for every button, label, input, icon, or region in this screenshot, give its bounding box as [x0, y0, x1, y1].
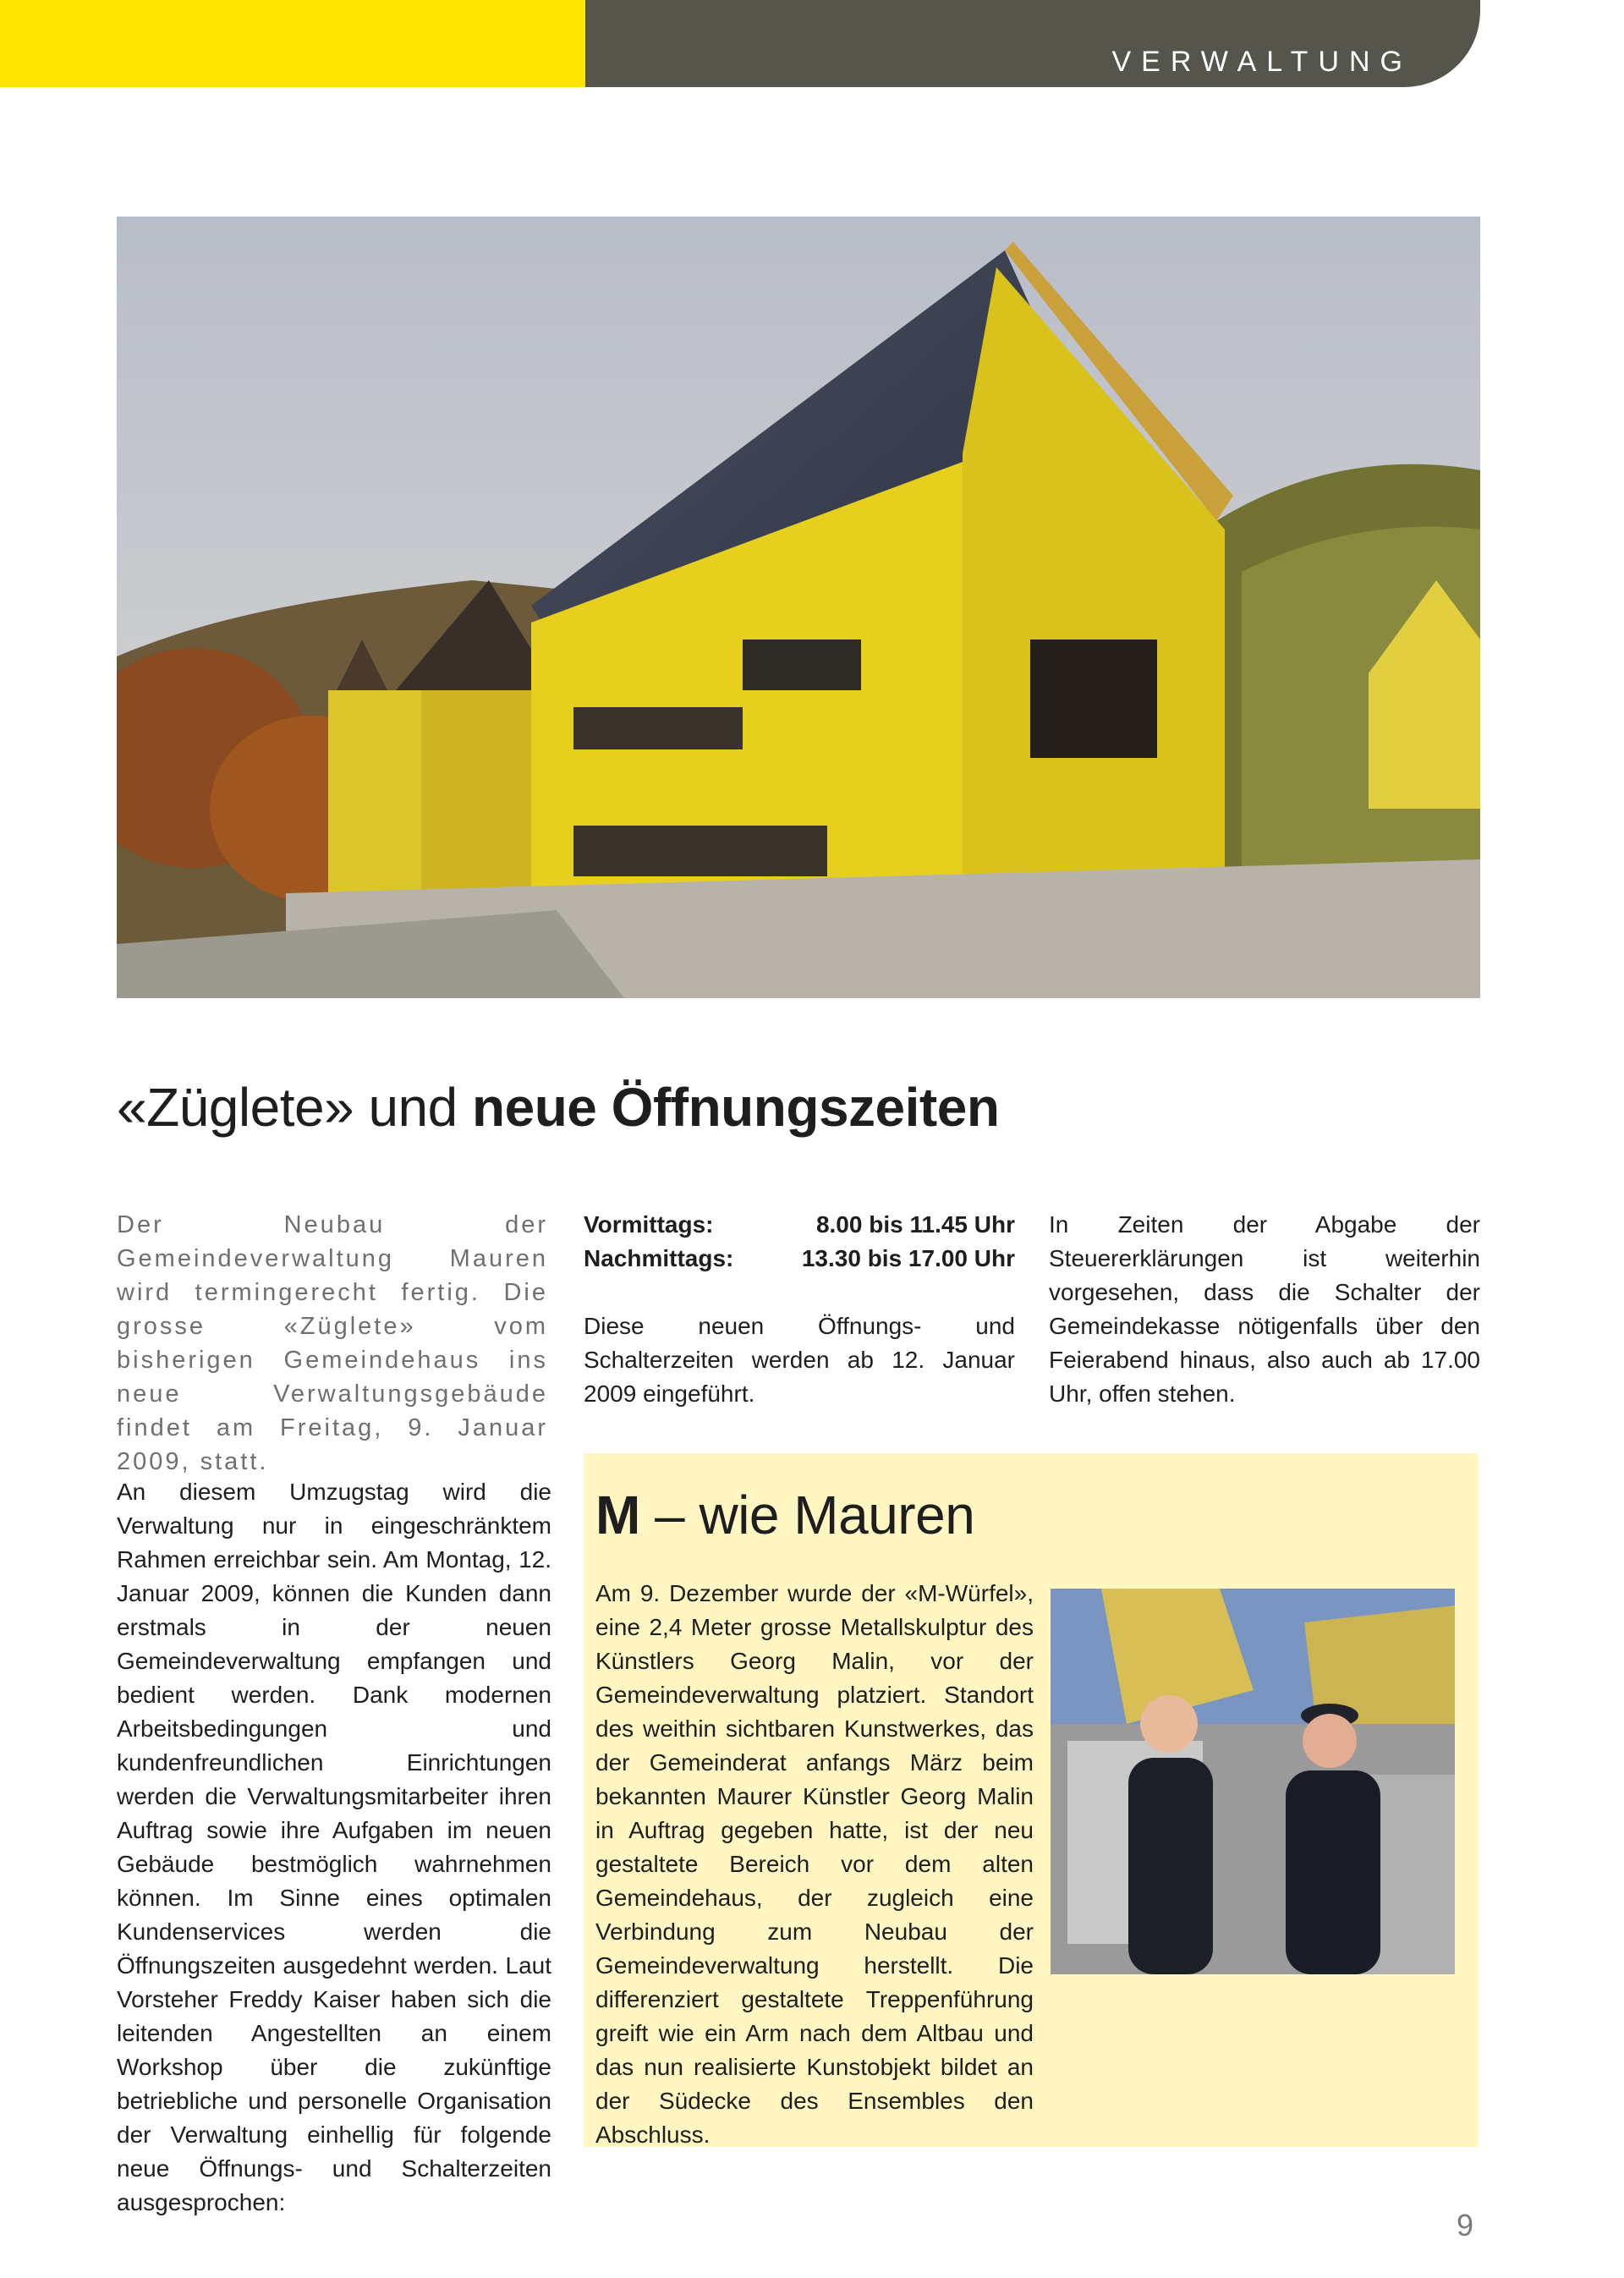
box-title-rest: – wie Mauren	[655, 1485, 975, 1545]
hours-row-afternoon	[584, 1242, 1015, 1276]
page-number: 9	[1456, 2208, 1473, 2242]
box-title-bold: M	[595, 1485, 640, 1545]
hours-row-morning	[584, 1208, 1015, 1242]
section-label: VERWALTUNG	[1111, 46, 1413, 78]
hours-value: 13.30 bis 17.00 Uhr	[801, 1245, 1015, 1271]
article-title	[117, 1076, 999, 1139]
hours-label: Nachmittags:	[584, 1245, 734, 1271]
header-dark-band	[585, 0, 1480, 87]
article-body: An diesem Umzugstag wird die Verwaltung nur in eingeschränktem Rahmen erreichbar sein. Am Montag, 12. Januar 2009, können die Kunden dann erstmals in der neuen Gemeindeverwaltung empfangen und bedient werden. Dank modernen Arbeitsbedingungen und kundenfreundlichen Einrichtungen werden die Verwaltungsmitarbeiter ihren Auftrag sowie ihre Aufgaben im neuen Gebäude bestmöglich wahrnehmen können. Im Sinne eines optimalen Kundenservices werden die Öffnungszeiten ausgedehnt werden. Laut Vorsteher Freddy Kaiser haben sich die leitenden Angestellten an einem Workshop über die zukünftige betriebliche und personelle Organisation der Verwaltung einhellig für folgende neue Öffnungs- und Schalterzeiten ausgesprochen:	[117, 1479, 551, 2215]
header-yellow-band	[0, 0, 585, 87]
box-title	[595, 1484, 974, 1546]
two-men-sculpture-photo	[1051, 1589, 1455, 1974]
box-text: Am 9. Dezember wurde der «M-Würfel», eine 2,4 Meter grosse Metallskulptur des Künstlers Georg Malin, vor der Gemeindeverwaltung platziert. Standort des weithin sichtbaren Kunstwerkes, das der Gemeinderat anfangs März beim bekannten Maurer Künstler Georg Malin in Auftrag gegeben hatte, ist der neu gestaltete Bereich vor dem alten Gemeindehaus, der zugleich eine Verbindung zum Neubau der Gemeindeverwaltung herstellt. Die differenziert gestaltete Treppenführung greift wie ein Arm nach dem Altbau und das nun realisierte Kunstobjekt bildet an der Südecke des Ensembles den Abschluss.	[595, 1580, 1034, 2148]
article-col3: In Zeiten der Abgabe der Steuererklärungen ist weiterhin vorgesehen, dass die Schalter der Gemeindekasse nötigenfalls über den Feierabend hinaus, also auch ab 17.00 Uhr, offen stehen.	[1049, 1211, 1480, 1407]
opening-hours	[584, 1208, 1015, 1411]
article-lead: Der Neubau der Gemeindeverwaltung Mauren wird termingerecht fertig. Die grosse «Züglete» vom bisherigen Gemeindehaus ins neue Verwaltungsgebäude findet am Freitag, 9. Januar 2009, statt.	[117, 1211, 548, 1475]
info-box	[584, 1453, 1479, 2147]
hours-note: Diese neuen Öffnungs- und Schalterzeiten werden ab 12. Januar 2009 eingeführt.	[584, 1313, 1015, 1407]
title-regular: «Züglete» und	[117, 1077, 458, 1138]
title-bold: neue Öffnungszeiten	[472, 1077, 1000, 1138]
building-photo	[117, 217, 1480, 998]
hours-value: 8.00 bis 11.45 Uhr	[815, 1211, 1015, 1238]
hours-label: Vormittags:	[584, 1211, 714, 1238]
